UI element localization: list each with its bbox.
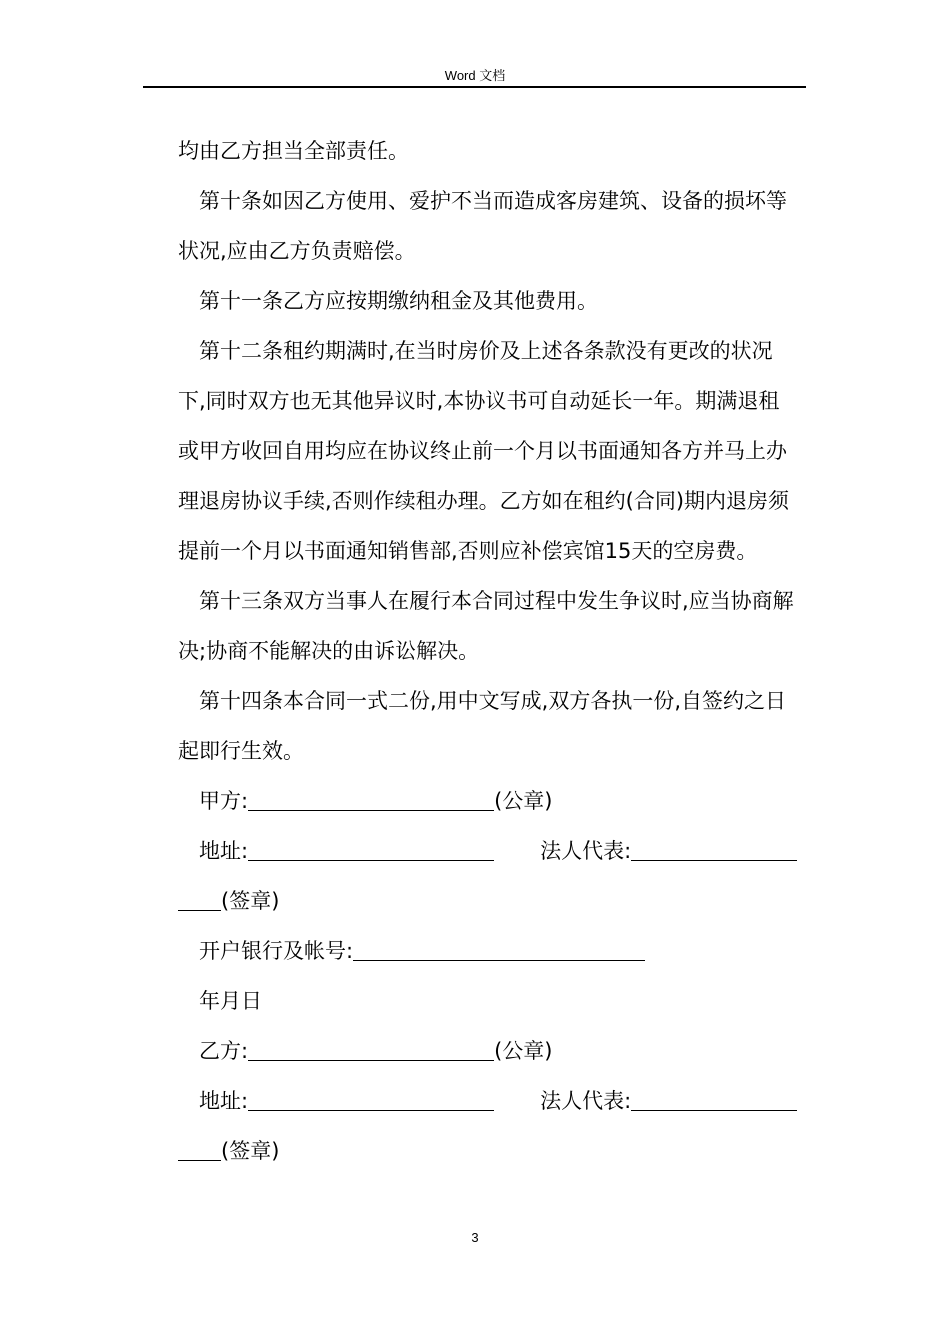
- party-a-address-label: 地址:: [199, 839, 249, 863]
- party-b-sign-blank[interactable]: [178, 1143, 221, 1161]
- party-a-address-blank[interactable]: [248, 843, 494, 861]
- paragraph-article-10: 第十条如因乙方使用、爱护不当而造成客房建筑、设备的损坏等状况,应由乙方负责赔偿。: [178, 189, 787, 263]
- page-number: 3: [471, 1230, 479, 1245]
- party-a-rep-blank[interactable]: [631, 843, 797, 861]
- paragraph-article-13: 第十三条双方当事人在履行本合同过程中发生争议时,应当协商解决;协商不能解决的由诉讼解决。: [178, 589, 794, 663]
- party-b-rep-blank[interactable]: [631, 1093, 797, 1111]
- party-a-name-blank[interactable]: [248, 793, 494, 811]
- party-b-address-blank[interactable]: [248, 1093, 494, 1111]
- party-b-seal-label: (公章): [494, 1039, 553, 1063]
- party-b-address-label: 地址:: [199, 1089, 249, 1113]
- party-a-seal-label: (公章): [494, 789, 553, 813]
- party-a-sign-label: (签章): [221, 889, 280, 913]
- party-b-rep-label: 法人代表:: [540, 1089, 632, 1113]
- party-a-bank-line: [178, 926, 800, 976]
- paragraph-article-11: 第十一条乙方应按期缴纳租金及其他费用。: [199, 289, 598, 313]
- party-a-line: [178, 776, 800, 826]
- paragraph-article-12: 第十二条租约期满时,在当时房价及上述各条款没有更改的状况下,同时双方也无其他异议时,本协议书可自动延长一年。期满退租或甲方收回自用均应在协议终止前一个月以书面通知各方并马上办理退房协议手续,否则作续租办理。乙方如在租约(合同)期内退房须提前一个月以书面通知销售部,否则应补偿宾馆15天的空房费。: [178, 339, 790, 563]
- party-b-line: [178, 1026, 800, 1076]
- party-b-label: 乙方:: [199, 1039, 249, 1063]
- paragraph-continuation: 均由乙方担当全部责任。: [178, 139, 409, 163]
- party-a-label: 甲方:: [199, 789, 249, 813]
- party-a-address-line: [178, 826, 800, 876]
- party-a-date-line: 年月日: [199, 989, 262, 1013]
- party-b-sign-line: [178, 1126, 800, 1176]
- party-a-sign-blank[interactable]: [178, 893, 221, 911]
- party-a-sign-line: [178, 876, 800, 926]
- header-divider: [143, 86, 806, 88]
- document-body: [178, 126, 800, 1176]
- party-b-address-line: [178, 1076, 800, 1126]
- party-b-name-blank[interactable]: [248, 1043, 494, 1061]
- party-a-bank-label: 开户银行及帐号:: [199, 939, 354, 963]
- party-a-rep-label: 法人代表:: [540, 839, 632, 863]
- paragraph-article-14: 第十四条本合同一式二份,用中文写成,双方各执一份,自签约之日起即行生效。: [178, 689, 787, 763]
- party-b-sign-label: (签章): [221, 1139, 280, 1163]
- party-a-bank-blank[interactable]: [353, 943, 645, 961]
- page-header-title: Word 文档: [444, 68, 506, 83]
